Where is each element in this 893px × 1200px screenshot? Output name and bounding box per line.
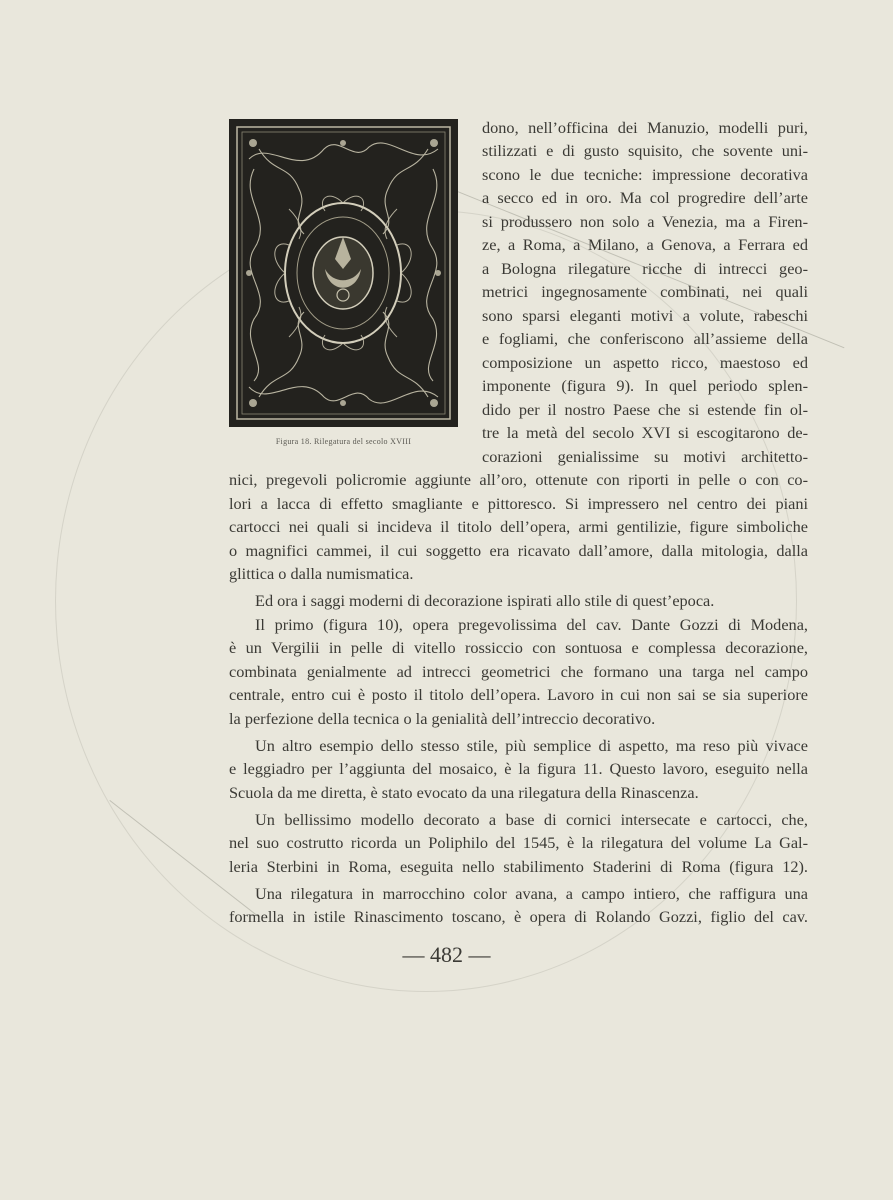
text-line: e fogliami, che conferiscono all’assieme della xyxy=(482,329,808,348)
text-line: a secco ed in oro. Ma col progredire dell’arte xyxy=(482,188,808,207)
page-number: — 482 — xyxy=(402,942,491,967)
text-line: leria Sterbini in Roma, eseguita nello stabilimento Staderini di Roma (figura 12). xyxy=(229,857,808,876)
text-line: Il primo (figura 10), opera pregevolissima del cav. Dante Gozzi di Modena, xyxy=(255,615,808,634)
text-line: nel suo costrutto ricorda un Poliphilo del 1545, è la rilegatura del volume La Gal- xyxy=(229,833,808,852)
text-line: a Bologna rilegature ricche di intrecci geo- xyxy=(482,259,808,278)
text-line: combinata genialmente ad intrecci geometrici che formano una targa nel campo xyxy=(229,662,808,681)
text-line: ze, a Roma, a Milano, a Genova, a Ferrara ed xyxy=(482,235,808,254)
text-line: Scuola da me diretta, è stato evocato da una rilegatura della Rinascenza. xyxy=(229,783,699,802)
text-line: formella in istile Rinascimento toscano, è opera di Rolando Gozzi, figlio del cav. xyxy=(229,907,808,926)
text-line: Un altro esempio dello stesso stile, più semplice di aspetto, ma reso più vivace xyxy=(255,736,808,755)
text-line: composizione un aspetto ricco, maestoso ed xyxy=(482,353,808,372)
text-line: sono sparsi eleganti motivi a volute, rabeschi xyxy=(482,306,808,325)
text-line: stilizzati e di gusto squisito, che sovente uni- xyxy=(482,141,808,160)
text-line: tre la metà del secolo XVI si escogitarono de- xyxy=(482,423,808,442)
text-line: corazioni genialissime su motivi architetto- xyxy=(482,447,808,466)
text-line: centrale, entro cui è posto il titolo dell’opera. Lavoro in cui non sai se sia superiore xyxy=(229,685,808,704)
text-line: metrici ingegnosamente combinati, nei quali xyxy=(482,282,808,301)
figure-caption: Figura 18. Rilegatura del secolo XVIII xyxy=(275,437,412,446)
text-line: nici, pregevoli policromie aggiunte all’oro, ottenute con riporti in pelle o con co- xyxy=(229,470,808,489)
text-line: e leggiadro per l’aggiunta del mosaico, è la figura 11. Questo lavoro, eseguito nella xyxy=(229,759,808,778)
text-line: glittica o dalla numismatica. xyxy=(229,564,414,583)
text-line: dido per il nostro Paese che si estende fin ol- xyxy=(482,400,808,419)
text-line: Ed ora i saggi moderni di decorazione ispirati allo stile di quest’epoca. xyxy=(255,591,715,610)
text-line: si produssero non solo a Venezia, ma a Firen- xyxy=(482,212,808,231)
text-line: Un bellissimo modello decorato a base di cornici intersecate e cartocci, che, xyxy=(255,810,808,829)
text-line: Una rilegatura in marrocchino color avana, a campo intiero, che raffigura una xyxy=(255,884,808,903)
text-line: scono le due tecniche: impressione decorativa xyxy=(482,165,808,184)
text-line: lori a lacca di effetto smagliante e pittoresco. Si impressero nel centro dei piani xyxy=(229,494,808,513)
text-line: imponente (figura 9). In quel periodo splen- xyxy=(482,376,808,395)
book-binding-illustration xyxy=(229,119,458,427)
text-line: è un Vergilii in pelle di vitello rossiccio con sontuosa e complessa decorazione, xyxy=(229,638,808,657)
text-line: cartocci nei quali si incideva il titolo dell’opera, armi gentilizie, figure simboliche xyxy=(229,517,808,536)
text-line: o magnifici cammei, il cui soggetto era ricavato dall’amore, dalla mitologia, dalla xyxy=(229,541,808,560)
text-line: la perfezione della tecnica o la genialità dell’intreccio decorativo. xyxy=(229,709,656,728)
text-line: dono, nell’officina dei Manuzio, modelli puri, xyxy=(482,118,808,137)
